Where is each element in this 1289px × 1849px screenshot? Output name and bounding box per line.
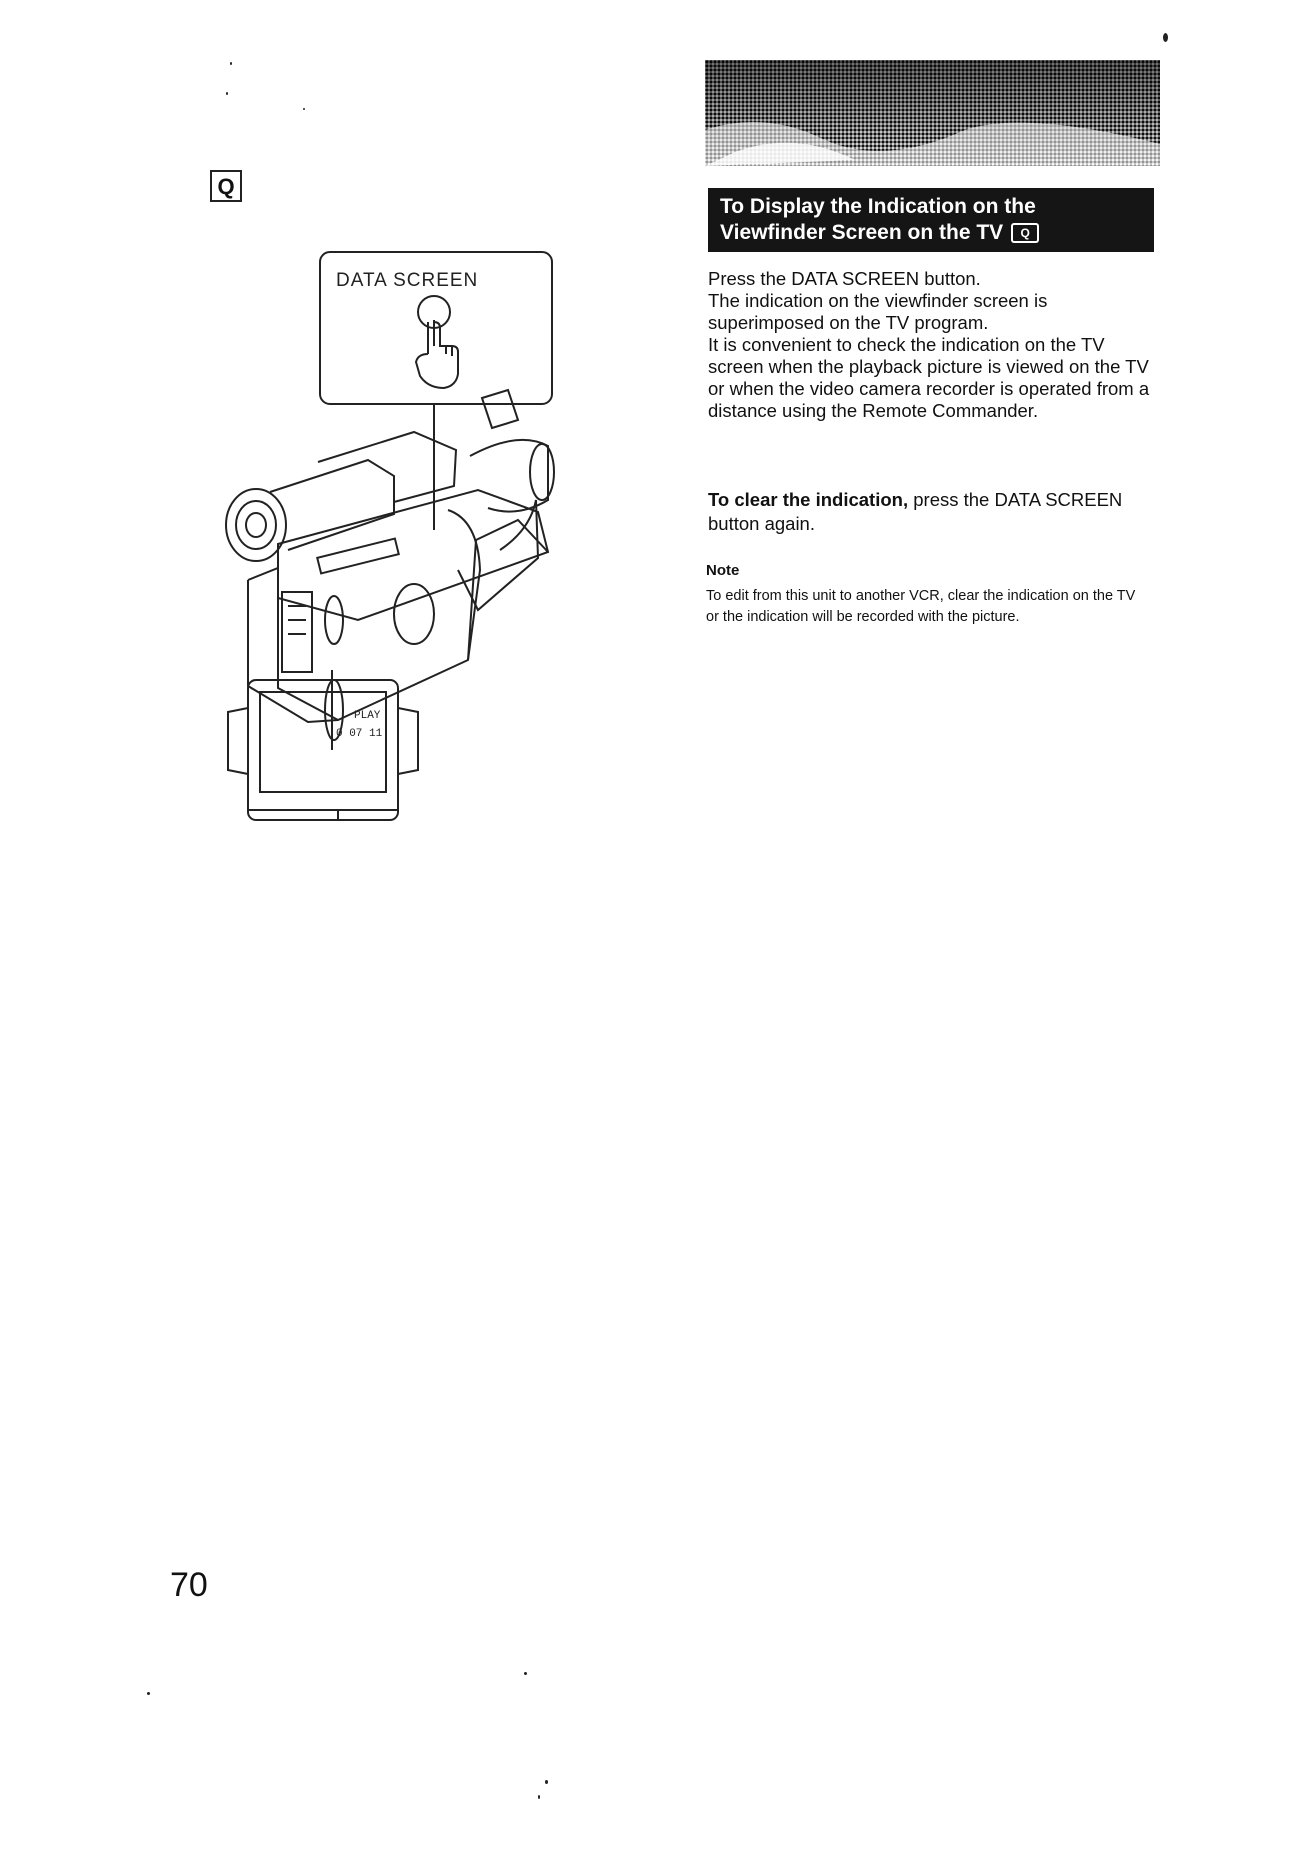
- tv-time-counter: 0 07 11: [336, 728, 383, 740]
- tv-drawing: [228, 680, 418, 820]
- clear-instruction-rest: press the DATA SCREEN button again.: [708, 489, 1123, 534]
- heading-line-1: To Display the Indication on the: [720, 195, 1036, 218]
- heading-line-2-text: Viewfinder Screen on the TV: [720, 221, 1004, 244]
- scan-speck: [226, 92, 228, 95]
- tv-play-indicator: PLAY: [354, 710, 381, 722]
- page-number: 70: [170, 1566, 208, 1604]
- clear-instruction: [708, 488, 1153, 536]
- halftone-photo: [705, 60, 1160, 166]
- scan-speck: [545, 1780, 548, 1784]
- section-heading: [708, 188, 1154, 252]
- instruction-step: Press the DATA SCREEN button.: [708, 268, 981, 289]
- scan-speck: [230, 62, 232, 65]
- camcorder-drawing: [226, 390, 554, 740]
- clear-instruction-lead: To clear the indication,: [708, 489, 909, 510]
- scan-speck: [538, 1795, 540, 1799]
- instruction-result: The indication on the viewfinder screen is superimposed on the TV program.: [708, 290, 1048, 333]
- instructions-body: [708, 268, 1153, 422]
- heading-line-2: [720, 220, 1142, 246]
- note-heading: Note: [706, 562, 740, 579]
- scan-speck: [524, 1672, 527, 1675]
- scan-speck: [303, 108, 305, 110]
- scan-speck: [1163, 33, 1168, 42]
- finger-press-icon: [416, 296, 458, 388]
- scan-speck: [147, 1692, 150, 1695]
- figure-reference-badge: Q: [1011, 223, 1039, 243]
- note-text: To edit from this unit to another VCR, clear the indication on the TV or the indication will be recorded with the picture.: [706, 588, 1136, 625]
- data-screen-button-label: DATA SCREEN: [336, 270, 479, 291]
- camcorder-illustration: [218, 250, 658, 970]
- instruction-explanation: It is convenient to check the indication on the TV screen when the playback picture is viewed on the TV or when the video camera recorder is operated from a distance using the Remote Commander.: [708, 334, 1150, 421]
- figure-tag: Q: [210, 170, 242, 202]
